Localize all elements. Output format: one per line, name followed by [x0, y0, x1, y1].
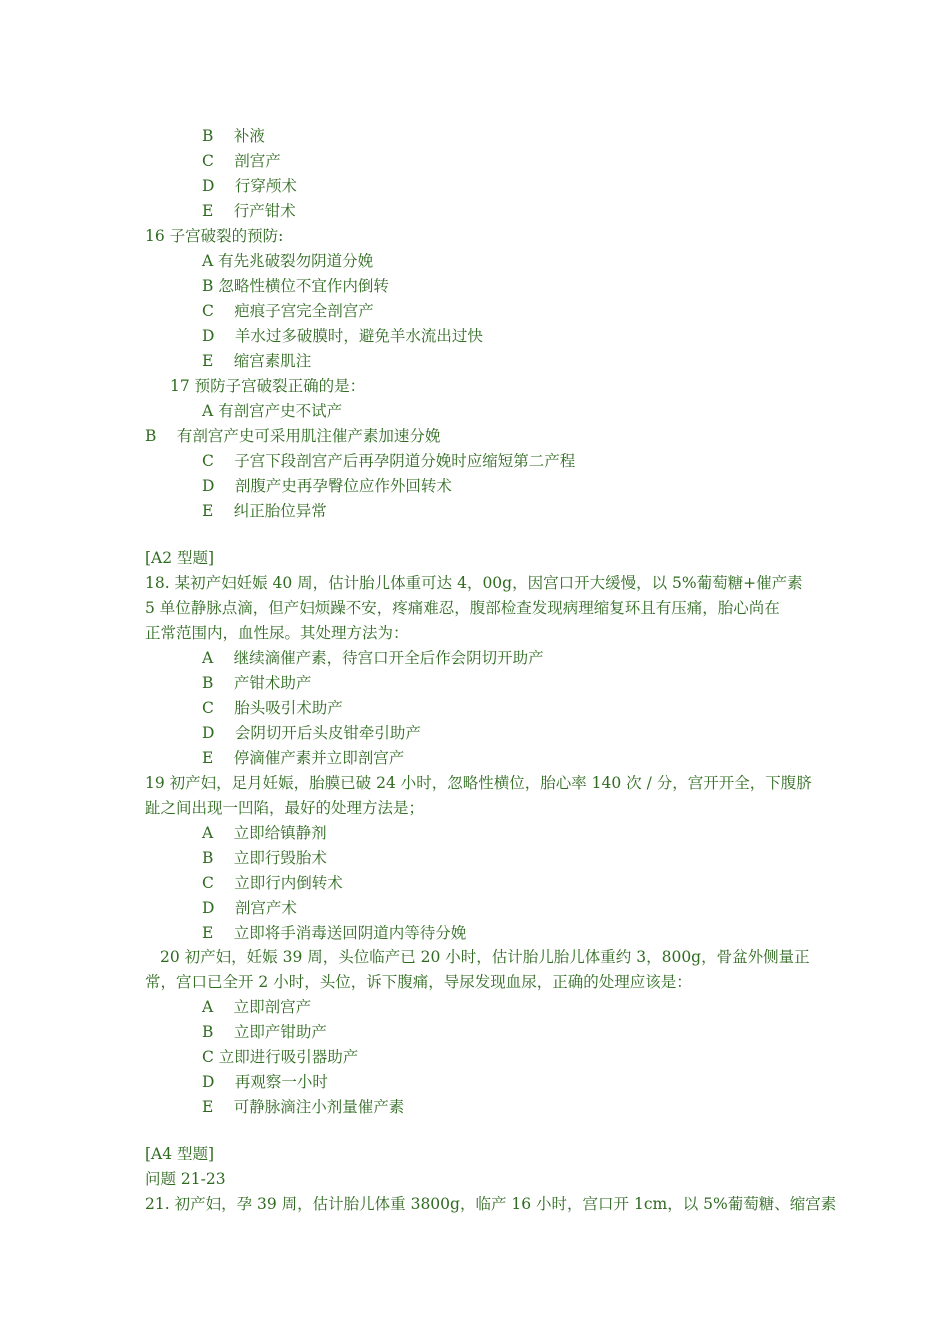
q20-option-b: B 立即产钳助产	[202, 1023, 327, 1041]
q16-option-d: D 羊水过多破膜时，避免羊水流出过快	[202, 327, 483, 345]
q17-option-b: B 有剖宫产史可采用肌注催产素加速分娩	[145, 427, 441, 445]
q16-option-c: C 疤痕子宫完全剖宫产	[202, 302, 374, 320]
q16-option-b: B 忽略性横位不宜作内倒转	[202, 277, 389, 295]
q15-option-b: B 补液	[202, 127, 265, 145]
question-group-label: 问题 21-23	[145, 1170, 226, 1188]
q19-stem-line-1: 19 初产妇，足月妊娠，胎膜已破 24 小时，忽略性横位，胎心率 140 次 / 分，宫开开全，下腹脐	[145, 774, 812, 792]
q19-option-a: A 立即给镇静剂	[202, 824, 327, 842]
q18-option-d: D 会阴切开后头皮钳牵引助产	[202, 724, 421, 742]
q19-option-e: E 立即将手消毒送回阴道内等待分娩	[202, 924, 467, 942]
q18-option-b: B 产钳术助产	[202, 674, 312, 692]
q18-option-e: E 停滴催产素并立即剖宫产	[202, 749, 405, 767]
q19-option-b: B 立即行毁胎术	[202, 849, 327, 867]
q17-option-d: D 剖腹产史再孕臀位应作外回转术	[202, 477, 452, 495]
q19-stem-line-2: 趾之间出现一凹陷，最好的处理方法是；	[145, 799, 425, 817]
q18-option-c: C 胎头吸引术助产	[202, 699, 343, 717]
q21-stem-line-1: 21. 初产妇，孕 39 周，估计胎儿体重 3800g，临产 16 小时，宫口开 1cm，以 5%葡萄糖、缩宫素	[145, 1195, 837, 1213]
q16-option-a: A 有先兆破裂勿阴道分娩	[202, 252, 374, 270]
q18-option-a: A 继续滴催产素，待宫口开全后作会阴切开助产	[202, 649, 544, 667]
q20-stem-line-2: 常，宫口已全开 2 小时，头位，诉下腹痛，导尿发现血尿，正确的处理应该是：	[145, 973, 692, 991]
section-heading-a4: [A4 型题]	[145, 1145, 215, 1163]
q20-option-e: E 可静脉滴注小剂量催产素	[202, 1098, 405, 1116]
section-heading-a2: [A2 型题]	[145, 549, 215, 567]
q19-option-c: C 立即行内倒转术	[202, 874, 343, 892]
q18-stem-line-1: 18. 某初产妇妊娠 40 周，估计胎儿体重可达 4，00g，因宫口开大缓慢，以 5%葡萄糖+催产素	[145, 574, 803, 592]
q20-option-d: D 再观察一小时	[202, 1073, 328, 1091]
q15-option-d: D 行穿颅术	[202, 177, 297, 195]
q15-option-c: C 剖宫产	[202, 152, 281, 170]
q18-stem-line-3: 正常范围内，血性尿。其处理方法为：	[145, 624, 409, 642]
q20-option-a: A 立即剖宫产	[202, 998, 312, 1016]
q16-option-e: E 缩宫素肌注	[202, 352, 312, 370]
q17-stem: 17 预防子宫破裂正确的是：	[170, 377, 366, 395]
q17-option-e: E 纠正胎位异常	[202, 502, 327, 520]
q18-stem-line-2: 5 单位静脉点滴，但产妇烦躁不安，疼痛难忍，腹部检查发现病理缩复环且有压痛，胎心尚在	[145, 599, 780, 617]
q20-option-c: C 立即进行吸引器助产	[202, 1048, 359, 1066]
q17-option-c: C 子宫下段剖宫产后再孕阴道分娩时应缩短第二产程	[202, 452, 576, 470]
q16-stem: 16 子宫破裂的预防:	[145, 227, 284, 245]
q17-option-a: A 有剖宫产史不试产	[202, 402, 343, 420]
q20-stem-line-1: 20 初产妇，妊娠 39 周，头位临产已 20 小时，估计胎儿胎儿体重约 3，800g，骨盆外侧量正	[160, 948, 810, 966]
q15-option-e: E 行产钳术	[202, 202, 296, 220]
q19-option-d: D 剖宫产术	[202, 899, 297, 917]
